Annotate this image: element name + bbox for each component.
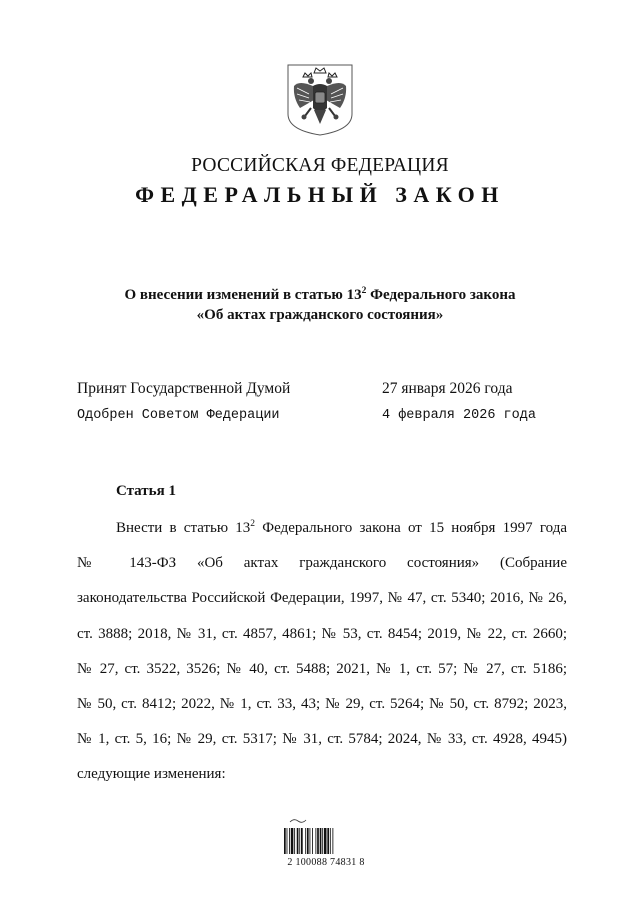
article-line: № 1, ст. 5, 16; № 29, ст. 5317; № 31, ст. 5784; 2024, № 33, ст. 4928, 4945) bbox=[77, 731, 567, 748]
coat-of-arms-icon bbox=[287, 64, 353, 136]
article-line: № 50, ст. 8412; 2022, № 1, ст. 33, 43; № 29, ст. 5264; № 50, ст. 8792; 2023, bbox=[77, 695, 567, 712]
article-heading: Статья 1 bbox=[116, 483, 176, 499]
article-line: Внести в статью $13^2$ Федерального закона от 15 ноября 1997 года bbox=[116, 519, 568, 536]
barcode-bar bbox=[330, 828, 331, 854]
article-body bbox=[77, 511, 567, 793]
article-line: № 143-ФЗ «Об актах гражданского состояния» (Собрание bbox=[77, 555, 567, 572]
barcode-bar bbox=[291, 828, 294, 854]
subject-line-1: О внесении изменений в статью $13^2$ Федерального закона bbox=[124, 286, 516, 303]
barcode-bar bbox=[332, 828, 333, 854]
article-line: № 27, ст. 3522, 3526; № 40, ст. 5488; 2021, № 1, ст. 57; № 27, ст. 5186; bbox=[77, 660, 567, 677]
adoption-duma bbox=[77, 380, 577, 398]
article-line: ст. 3888; 2018, № 31, ст. 4857, 4861; № 53, ст. 8454; 2019, № 22, ст. 2660; bbox=[77, 625, 567, 642]
barcode-bar bbox=[301, 828, 303, 854]
barcode-bar bbox=[294, 828, 295, 854]
barcode-bar bbox=[310, 828, 311, 854]
adoption-date: 27 января 2026 года bbox=[382, 380, 513, 397]
barcode-bar bbox=[322, 828, 323, 854]
adoption-date: 4 февраля 2026 года bbox=[382, 408, 536, 423]
barcode-bar bbox=[284, 828, 286, 854]
country-name: РОССИЙСКАЯ ФЕДЕРАЦИЯ bbox=[191, 155, 449, 176]
barcode-digits: 2 100088 74831 8 bbox=[287, 857, 365, 868]
law-subject bbox=[0, 285, 640, 325]
barcode-bar bbox=[324, 828, 327, 854]
barcode-bar bbox=[305, 828, 306, 854]
barcode-bar bbox=[317, 828, 319, 854]
document-type-title: ФЕДЕРАЛЬНЫЙ ЗАКОН bbox=[135, 182, 505, 207]
article-line: законодательства Российской Федерации, 1997, № 47, ст. 5340; 2016, № 26, bbox=[77, 590, 567, 607]
barcode-bar bbox=[312, 828, 313, 854]
barcode-bar bbox=[299, 828, 300, 854]
barcode-bar bbox=[287, 828, 288, 854]
subject-line-2: «Об актах гражданского состояния» bbox=[196, 307, 444, 323]
barcode-bar bbox=[307, 828, 309, 854]
barcode-bar bbox=[297, 828, 299, 854]
barcode-bar bbox=[320, 828, 322, 854]
adoption-label: Одобрен Советом Федерации bbox=[77, 408, 280, 423]
barcode-bar bbox=[289, 828, 290, 854]
barcode-bar bbox=[327, 828, 329, 854]
adoption-council bbox=[77, 408, 577, 423]
article-line: следующие изменения: bbox=[77, 766, 226, 783]
barcode-bar bbox=[315, 828, 316, 854]
adoption-label: Принят Государственной Думой bbox=[77, 380, 291, 397]
